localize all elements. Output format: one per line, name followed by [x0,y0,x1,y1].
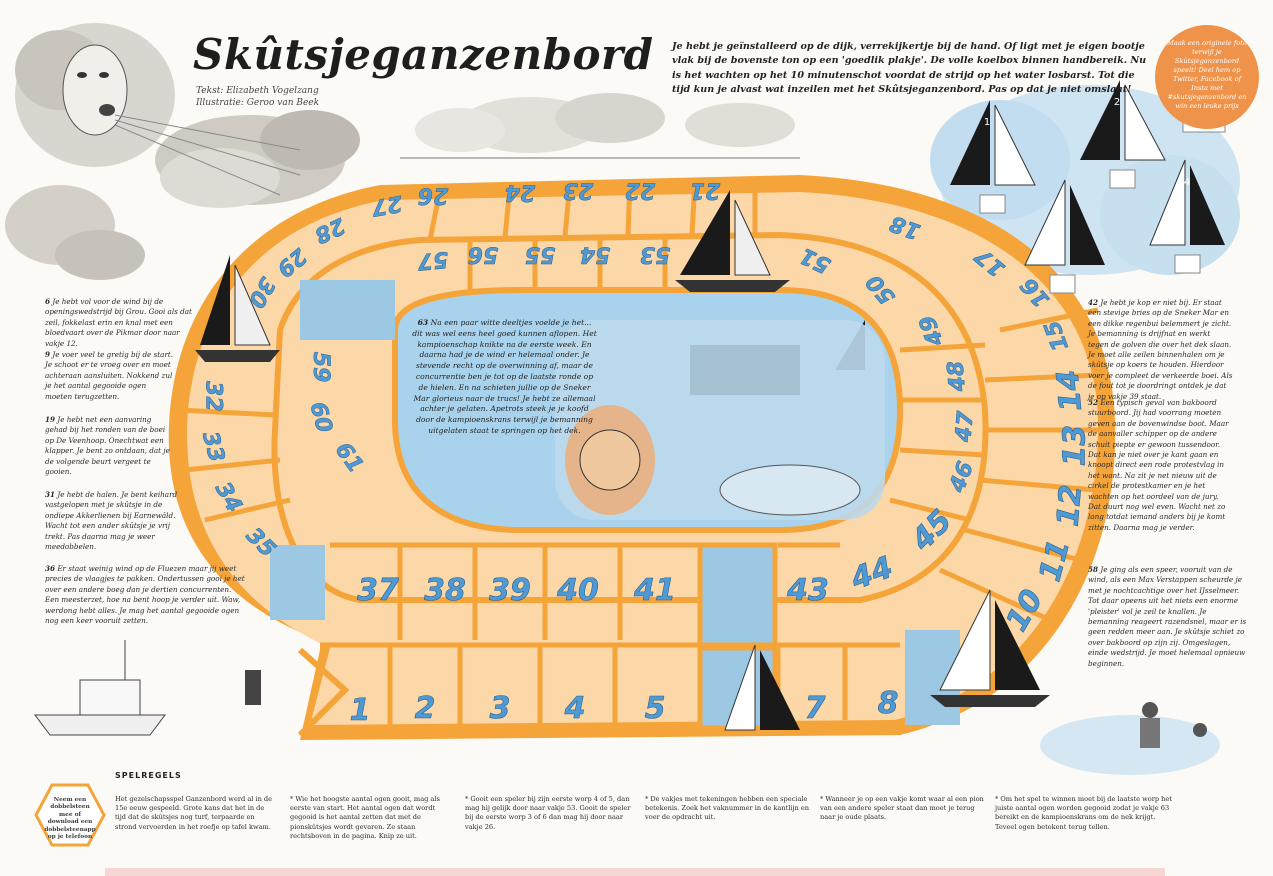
rule-item: * Gooit een speler bij zijn eerste worp 4 of 5, dan mag hij gelijk door naar vakje 53. Gooit de speler bij de eerste worp 3 of 6 dan mag hij door naar vakje 26. [465,795,631,831]
note-number: 19 [45,415,56,424]
board-square-48: 48 [943,359,971,393]
square-63-number: 63 [417,318,429,327]
note-text: Je ging als een speer, vooruit van de wind, als een Max Verstappen scheurde je met je nochtcachtige over het IJsselmeer. Tot daar opeens uit het niets een enorme 'pleister' vol je zeil te knallen. Je bemanning reageert razendsnel, maar er is geen redden meer aan. Je skûtsje schiet zo over bakboord op zijn zij. Omgeslagen, einde wedstrijd. Je moet helemaal opnieuw beginnen. [1088,565,1247,668]
left-note-9 [45,350,175,402]
square-63-text: Na een paar witte deeltjes voelde je het... dit was wel eens heel goed kunnen aflopen. Het kampioenschap knikte na de eerste week. En daarna had je de wind er helemaal onder. Je stevende recht op de overwinning af, maar de concurrentie ben je tot op de laatste ronde op de hielen. En na schieten jullie op de Sneker Mar glorieus naar de trucs! Je hebt ze allemaal achter je gelaten. Apetrots steek je je koofd door de kampioenskrans terwijl je bemanning uitgelaten staat te springen op het dek. [412,318,597,435]
board-square-35: 35 [240,523,281,563]
board-square-40: 40 [557,573,599,608]
left-note-6 [45,297,195,349]
pawn-label-2: 2 [1113,97,1121,108]
note-number: 36 [45,564,56,573]
rule-item: * Wie het hoogste aantal ogen gooit, mag als eerste van start. Het aantal ogen dat wordt gegooid is het aantal zetten dat met de pionskûtsjes wordt gevaren. Ze staan rechtsboven in de pagina. Knip ze uit. [290,795,440,840]
left-note-19 [45,415,175,477]
intro-text: Je hebt je geïnstalleerd op de dijk, verrekijkertje bij de hand. Of ligt met je eigen bootje vlak bij de bovenste ton op een 'goedlik plakje'. De volle koelbox binnen handbereik. Nu is het wachten op het 10 minutenschot voordat de strijd op het water losbarst. Tot die tijd kun je alvast wat inzeilen met het Skûtsjeganzenbord. Pas op dat je niet omslaat! [672,41,1147,96]
board-square-57: 57 [416,246,450,274]
board-square-30: 30 [242,272,280,312]
board-square-15: 15 [1040,316,1075,355]
board-square-33: 33 [196,428,229,465]
pawn-label-3: 3 [1058,197,1066,208]
note-number: 42 [1088,298,1099,307]
board-square-34: 34 [209,477,247,517]
board-square-56: 56 [467,241,499,267]
board-square-47: 47 [951,410,979,443]
board-square-5: 5 [644,691,666,726]
board-square-13: 13 [1057,424,1093,467]
board-square-17: 17 [970,242,1011,282]
board-square-28: 28 [310,212,349,248]
left-note-36 [45,564,245,626]
note-number: 9 [45,350,51,359]
board-square-50: 50 [861,269,901,309]
right-note-58 [1088,565,1248,669]
pawn-label-1: 1 [983,117,991,128]
note-text: Je voer veel te gretig bij de start. Je schoot er te vroeg over en moet achteraan aansluiten. Nokkend zul je het aantal gegooide ogen moeten terugzetten. [45,350,174,401]
board-square-29: 29 [271,242,312,282]
board-square-46: 46 [945,458,980,496]
note-number: 52 [1088,398,1099,407]
note-text: Je hebt vol voor de wind bij de openingswedstrijd bij Grou. Gooi als dat zeil, fokkelast erin en knal met een bloedvaart over de Pikmar door naar vakje 12. [45,297,192,348]
note-number: 31 [45,490,56,499]
rules-heading: SPELREGELS [115,771,182,780]
board-square-51: 51 [796,242,835,278]
note-number: 6 [45,297,51,306]
rule-item: * Wanneer je op een vakje komt waar al een pion van een andere speler staat dan moet je terug naar je oude plaats. [820,795,984,822]
board-square-45: 45 [904,503,960,558]
board-square-8: 8 [877,686,899,721]
note-text: Je hebt de halen. Je bent keihard vastgelopen met je skûtsje in de ondiepe Akkerlienen bij Earnewâld. Wacht tot een ander skûtsje je vrij trekt. Pas daarna mag je weer meedobbelen. [45,490,178,552]
board-square-21: 21 [689,177,721,203]
note-text: Je hebt je kop er niet bij. Er staat een stevige bries op de Sneker Mar en een dikke regenbui belemmert je zicht. Je bemanning is drijfnat en werkt tegen de golven die over het dek slaan. Je moet alle zeilen binnenhalen om je skûtsje op koers te houden. Hierdoor voer je compleet de verkeerde boei. Als de fout tot je doordringt ontdek je dat je op vakje 39 staat. [1088,298,1233,401]
note-text: Je hebt net een aanvaring gehad bij het ronden van de boei op De Veenhoop. Onechtwat een klapper. Je bent zo ontdaan, dat je de volgende beurt vergeet te gooien. [45,415,170,477]
board-square-39: 39 [489,573,531,608]
square-63-note [412,318,597,437]
note-text: Een typisch geval van bakboord stuurboord. Jij had voorrang moeten geven aan de bovenwindse boot. Maar de aanvaller schipper op de andere schuit piepte er gewoon tussendoor. Dat kan je niet over je kant gaan en knoopt direct een rode protestvlag in het want. Na zit je net nieuw uit de cirkel de protestkamer en je het wachten op het oordeel van de jury. Dat duurt nog wel even. Wacht net zo lang totdat iemand anders bij je komt zitten. Daarna mag je verder. [1088,398,1229,532]
board-square-61: 61 [329,438,368,478]
note-number: 58 [1088,565,1099,574]
board-square-2: 2 [414,691,436,726]
right-note-42 [1088,298,1233,402]
board-square-14: 14 [1050,368,1090,414]
board-square-26: 26 [417,182,449,208]
text-credit: Tekst: Elizabeth Vogelzang [196,86,319,96]
board-square-49: 49 [915,311,950,350]
board-square-55: 55 [524,241,556,267]
board-square-37: 37 [357,573,399,608]
rule-item: * De vakjes met tekeningen hebben een speciale betekenis. Zoek het vaknummer in de kantlijn en voer de opdracht uit. [645,795,809,822]
board-square-54: 54 [579,241,611,267]
board-square-27: 27 [369,189,405,220]
board-square-3: 3 [489,691,511,726]
note-text: Er staat weinig wind op de Fluezen maar jij weet precies de vlaagjes te pakken. Ondertussen gooi je het over een andere boeg dan je dertien concurrenten. Een meesterzet, hoe na bent hoop je verder uit. Waw, werdong hebt alles. Je mag het aantal gegooide ogen nog een keer vooruit zetten. [45,564,245,626]
board-square-32: 32 [200,381,226,412]
board-square-43: 43 [787,573,829,608]
board-square-7: 7 [804,691,826,726]
board-square-16: 16 [1016,272,1056,312]
pawn-label-4: 4 [1183,177,1191,188]
bottom-strip [105,868,1165,876]
board-square-41: 41 [634,573,676,608]
photo-contest-badge: Maak een originele foto terwijl je Skûtsjeganzenbord speelt! Deel hem op Twitter, Facebook of Insta met #skutsjeganzenbord en win een leuke prijs [1155,25,1259,129]
board-square-60: 60 [304,399,337,436]
page-title: Skûtsjeganzenbord [193,30,654,79]
board-square-44: 44 [846,549,898,598]
board-square-22: 22 [624,177,656,203]
left-note-31 [45,490,180,552]
rule-item: * Om het spel te winnen moet bij de laatste worp het juiste aantal ogen worden gegooid zodat je vakje 63 bereikt en de kampioenskrans om de nek krijgt. Teveel ogen betekent terug tellen. [995,795,1172,831]
board-square-12: 12 [1050,483,1090,528]
board-square-10: 10 [999,583,1051,638]
board-square-53: 53 [639,241,671,267]
board-square-38: 38 [424,573,466,608]
board-square-11: 11 [1032,535,1078,586]
board-square-1: 1 [349,693,371,728]
dice-note: Neem een dobbelsteen mee of download een dobbelsteenapp op je telefoon [44,797,96,841]
illustration-credit: Illustratie: Geroo van Beek [196,98,320,108]
board-square-18: 18 [886,209,924,244]
board-square-23: 23 [562,177,594,203]
right-note-52 [1088,398,1233,533]
board-square-24: 24 [504,179,536,205]
board-square-59: 59 [308,351,333,383]
board-square-4: 4 [564,691,586,726]
rule-item: Het gezelschapsspel Ganzenbord werd al in de 15e eeuw gespeeld. Grote kans dat het in de tijd dat de skûtsjes nog turf, terpaarde en strond vervoerden in het roefje op tafel kwam. [115,795,273,831]
